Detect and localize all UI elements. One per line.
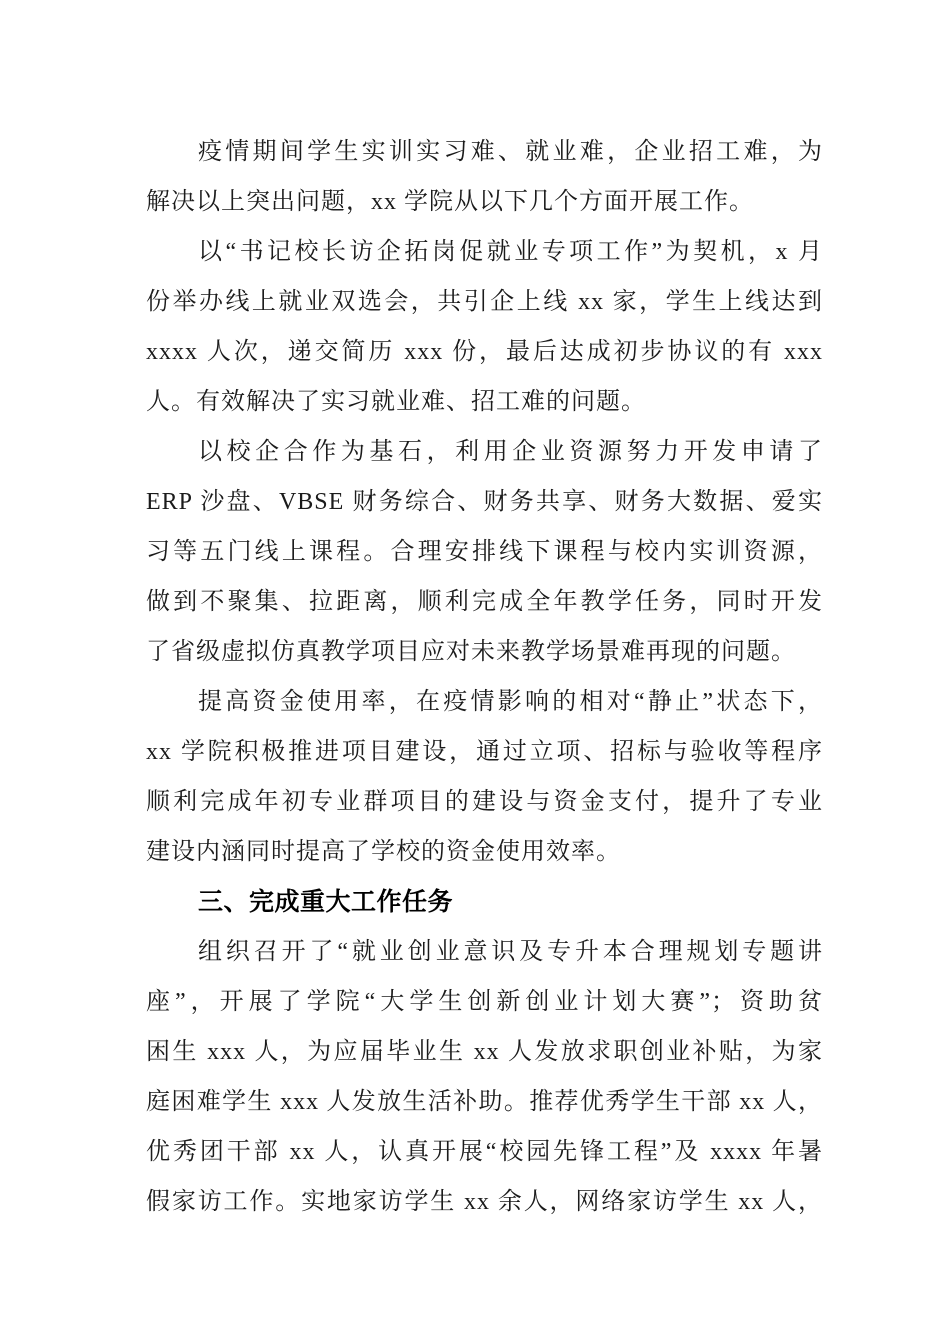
text-line: 顺利完成年初专业群项目的建设与资金支付，提升了专业 (146, 789, 823, 815)
text-line: 以校企合作为基石，利用企业资源努力开发申请了 (198, 439, 823, 465)
text-line: 建设内涵同时提高了学校的资金使用效率。 (146, 839, 621, 865)
text-line: 座”，开展了学院“大学生创新创业计划大赛”；资助贫 (146, 989, 823, 1015)
text-line: 做到不聚集、拉距离，顺利完成全年教学任务，同时开发 (146, 589, 823, 615)
text-line: 提高资金使用率，在疫情影响的相对“静止”状态下， (198, 689, 823, 715)
text-line: ERP 沙盘、VBSE 财务综合、财务共享、财务大数据、爱实 (146, 489, 823, 515)
text-line: 组织召开了“就业创业意识及专升本合理规划专题讲 (198, 939, 823, 965)
paragraph (146, 427, 823, 677)
text-line: 了省级虚拟仿真教学项目应对未来教学场景难再现的问题。 (146, 639, 796, 665)
paragraph (146, 677, 823, 877)
text-line: xx 学院积极推进项目建设，通过立项、招标与验收等程序 (146, 739, 823, 765)
text-block (146, 127, 823, 1227)
text-line: 份举办线上就业双选会，共引企上线 xx 家，学生上线达到 (146, 289, 823, 315)
text-line: 疫情期间学生实训实习难、就业难，企业招工难，为 (198, 139, 823, 165)
section-heading: 三、完成重大工作任务 (198, 888, 454, 916)
text-line: 以“书记校长访企拓岗促就业专项工作”为契机，x 月 (198, 239, 823, 265)
text-line: 庭困难学生 xxx 人发放生活补助。推荐优秀学生干部 xx 人， (146, 1089, 823, 1115)
paragraph (146, 127, 823, 227)
text-line: xxxx 人次，递交简历 xxx 份，最后达成初步协议的有 xxx (146, 339, 823, 365)
text-line: 解决以上突出问题，xx 学院从以下几个方面开展工作。 (146, 189, 754, 215)
text-line: 习等五门线上课程。合理安排线下课程与校内实训资源， (146, 539, 823, 565)
text-line: 人。有效解决了实习就业难、招工难的问题。 (146, 389, 646, 415)
paragraph (146, 227, 823, 427)
paragraph (146, 927, 823, 1227)
text-line: 假家访工作。实地家访学生 xx 余人，网络家访学生 xx 人， (146, 1189, 823, 1215)
text-line: 优秀团干部 xx 人，认真开展“校园先锋工程”及 xxxx 年暑 (146, 1139, 823, 1165)
text-line: 困生 xxx 人，为应届毕业生 xx 人发放求职创业补贴，为家 (146, 1039, 823, 1065)
